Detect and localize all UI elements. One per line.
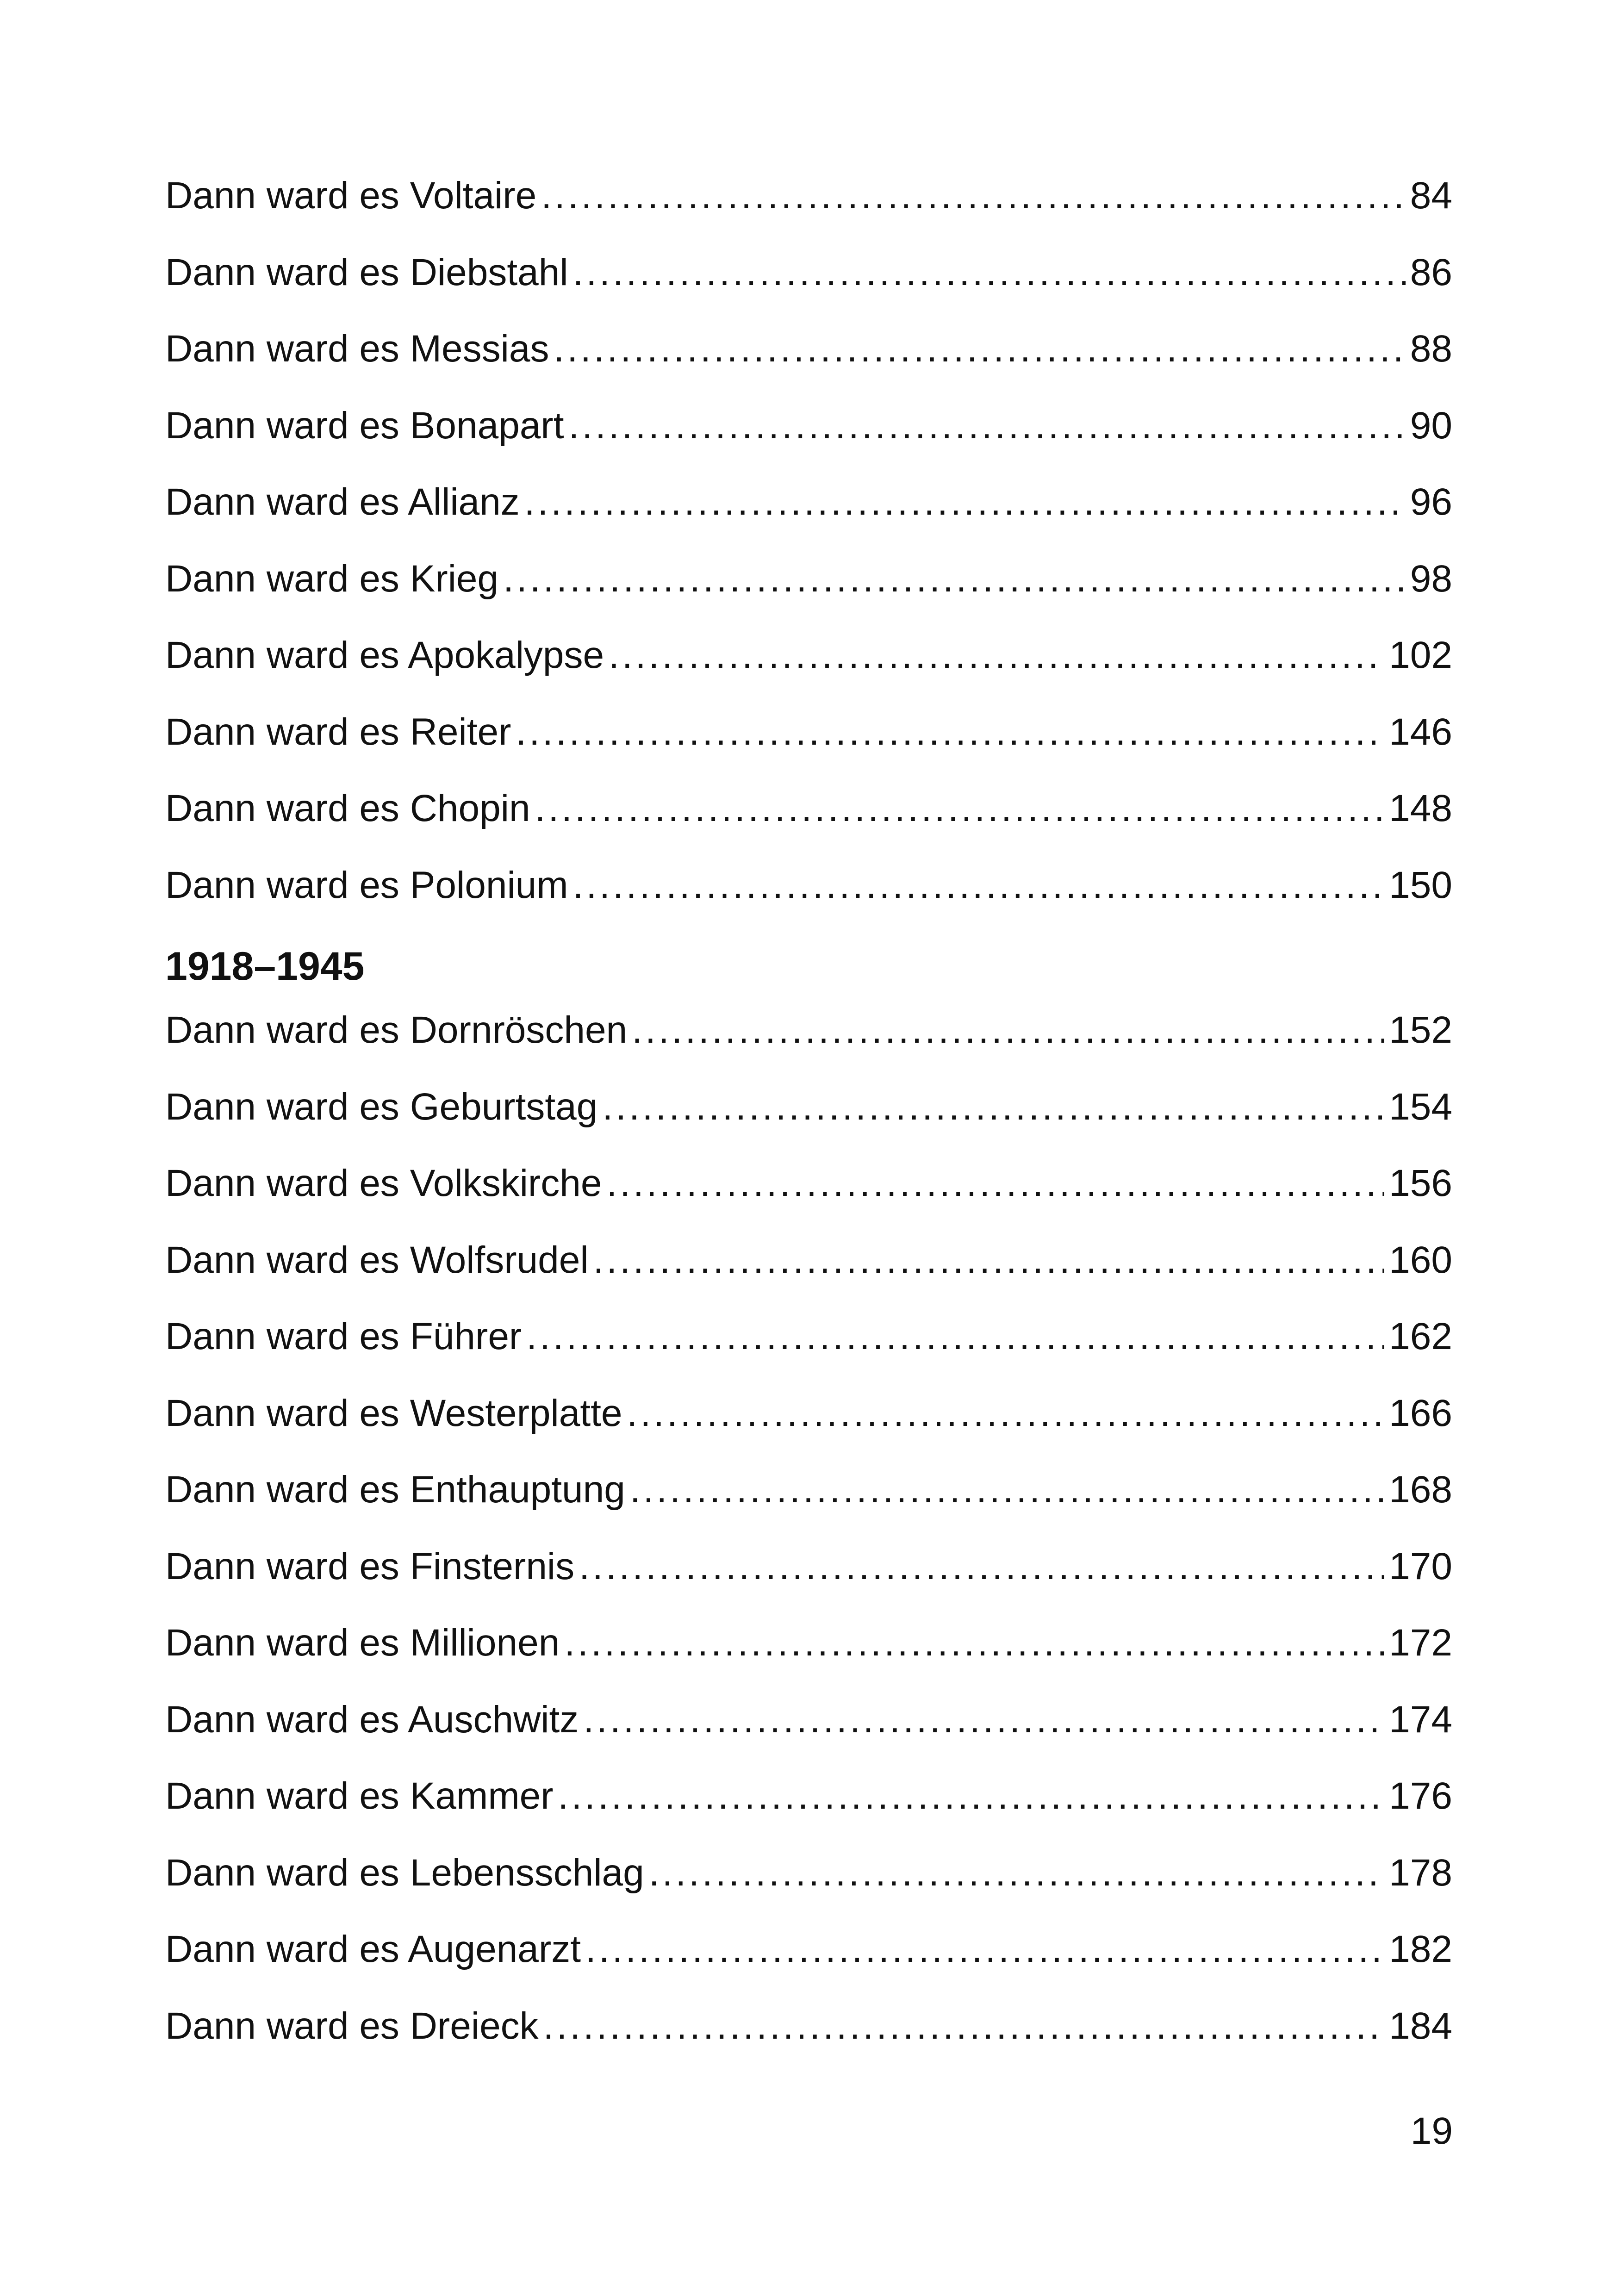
dot-leader xyxy=(564,1605,1384,1681)
toc-entry-title: Dann ward es Augenarzt xyxy=(165,1928,581,1970)
toc-entry-title: Dann ward es Messias xyxy=(165,328,549,370)
toc-entry-page: 174 xyxy=(1389,1698,1452,1741)
toc-entry-title: Dann ward es Westerplatte xyxy=(165,1392,622,1434)
toc-entry-page: 172 xyxy=(1389,1622,1452,1664)
toc-entry-page: 154 xyxy=(1389,1085,1452,1128)
toc-entry xyxy=(165,1451,1452,1528)
toc-entry-page: 166 xyxy=(1389,1392,1452,1434)
toc-entry-title: Dann ward es Volkskirche xyxy=(165,1162,602,1204)
toc-entry-page: 184 xyxy=(1389,2004,1452,2047)
toc-entry xyxy=(165,847,1452,924)
toc-entry-title: Dann ward es Krieg xyxy=(165,557,499,600)
dot-leader xyxy=(583,1681,1384,1758)
toc-entry xyxy=(165,234,1452,311)
toc-entry-title: Dann ward es Finsternis xyxy=(165,1545,575,1587)
toc-entry-title: Dann ward es Reiter xyxy=(165,710,511,753)
toc-entry-title: Dann ward es Diebstahl xyxy=(165,251,568,293)
toc-entry xyxy=(165,387,1452,464)
toc-entry-page: 86 xyxy=(1410,251,1452,293)
toc-entry xyxy=(165,1375,1452,1452)
toc-entry-page: 168 xyxy=(1389,1468,1452,1511)
toc-entry-title: Dann ward es Geburtstag xyxy=(165,1085,598,1128)
dot-leader xyxy=(585,1911,1384,1988)
dot-leader xyxy=(606,1145,1384,1222)
dot-leader xyxy=(609,617,1384,694)
dot-leader xyxy=(632,992,1384,1069)
toc-entry-title: Dann ward es Wolfsrudel xyxy=(165,1238,589,1281)
toc-entry xyxy=(165,1758,1452,1835)
toc-entry-page: 148 xyxy=(1389,787,1452,829)
dot-leader xyxy=(630,1451,1384,1528)
toc-entry-page: 150 xyxy=(1389,864,1452,906)
toc-entry-title: Dann ward es Polonium xyxy=(165,864,568,906)
toc-entry xyxy=(165,694,1452,771)
section-heading: 1918–1945 xyxy=(165,944,365,989)
dot-leader xyxy=(516,694,1384,771)
dot-leader xyxy=(569,387,1406,464)
dot-leader xyxy=(541,157,1406,234)
dot-leader xyxy=(593,1222,1385,1299)
dot-leader xyxy=(573,234,1406,311)
toc-entry xyxy=(165,1222,1452,1299)
toc-entry-page: 84 xyxy=(1410,174,1452,217)
dot-leader xyxy=(535,770,1385,847)
toc-entry-title: Dann ward es Dreieck xyxy=(165,2004,539,2047)
dot-leader xyxy=(602,1069,1384,1145)
toc-entry-title: Dann ward es Apokalypse xyxy=(165,634,604,676)
toc-entry-title: Dann ward es Bonapart xyxy=(165,404,564,447)
toc-entry xyxy=(165,617,1452,694)
toc-entry-page: 90 xyxy=(1410,404,1452,447)
toc-entry xyxy=(165,464,1452,541)
toc-entry-page: 178 xyxy=(1389,1851,1452,1894)
toc-entry xyxy=(165,157,1452,234)
toc-entry-page: 146 xyxy=(1389,710,1452,753)
toc-entry-page: 170 xyxy=(1389,1545,1452,1587)
page-number: 19 xyxy=(1410,2110,1453,2152)
toc-entry-title: Dann ward es Dornröschen xyxy=(165,1009,628,1051)
toc-entry-page: 156 xyxy=(1389,1162,1452,1204)
toc-entry xyxy=(165,1069,1452,1145)
toc-entry-page: 102 xyxy=(1389,634,1452,676)
toc-entry xyxy=(165,1528,1452,1605)
toc-entry-title: Dann ward es Voltaire xyxy=(165,174,537,217)
toc-entry-page: 160 xyxy=(1389,1238,1452,1281)
toc-entry xyxy=(165,1988,1452,2065)
toc-entry-page: 182 xyxy=(1389,1928,1452,1970)
toc-entry-title: Dann ward es Millionen xyxy=(165,1622,560,1664)
table-of-contents xyxy=(165,157,1452,2064)
toc-entry-title: Dann ward es Lebensschlag xyxy=(165,1851,644,1894)
toc-entry xyxy=(165,1911,1452,1988)
toc-entry xyxy=(165,770,1452,847)
toc-entry xyxy=(165,992,1452,1069)
dot-leader xyxy=(627,1375,1385,1452)
dot-leader xyxy=(543,1988,1385,2065)
dot-leader xyxy=(526,1298,1384,1375)
toc-entry-title: Dann ward es Führer xyxy=(165,1315,522,1357)
toc-entry xyxy=(165,311,1452,387)
toc-entry-page: 88 xyxy=(1410,328,1452,370)
toc-entry xyxy=(165,1835,1452,1911)
dot-leader xyxy=(524,464,1406,541)
toc-entry xyxy=(165,541,1452,617)
toc-entry xyxy=(165,1605,1452,1681)
dot-leader xyxy=(558,1758,1385,1835)
dot-leader xyxy=(503,541,1406,617)
toc-entry-page: 152 xyxy=(1389,1009,1452,1051)
toc-entry-title: Dann ward es Kammer xyxy=(165,1775,554,1817)
dot-leader xyxy=(579,1528,1384,1605)
toc-entry-page: 176 xyxy=(1389,1775,1452,1817)
toc-group-section xyxy=(165,992,1452,2064)
toc-entry xyxy=(165,1298,1452,1375)
dot-leader xyxy=(649,1835,1384,1911)
toc-entry-title: Dann ward es Auschwitz xyxy=(165,1698,579,1741)
dot-leader xyxy=(573,847,1385,924)
toc-entry-title: Dann ward es Allianz xyxy=(165,481,520,523)
toc-entry-page: 98 xyxy=(1410,557,1452,600)
toc-entry-title: Dann ward es Enthauptung xyxy=(165,1468,625,1511)
toc-group-before xyxy=(165,157,1452,923)
dot-leader xyxy=(554,311,1405,387)
toc-entry-page: 96 xyxy=(1410,481,1452,523)
toc-entry xyxy=(165,1145,1452,1222)
toc-entry xyxy=(165,1681,1452,1758)
toc-entry-title: Dann ward es Chopin xyxy=(165,787,530,829)
toc-entry-page: 162 xyxy=(1389,1315,1452,1357)
